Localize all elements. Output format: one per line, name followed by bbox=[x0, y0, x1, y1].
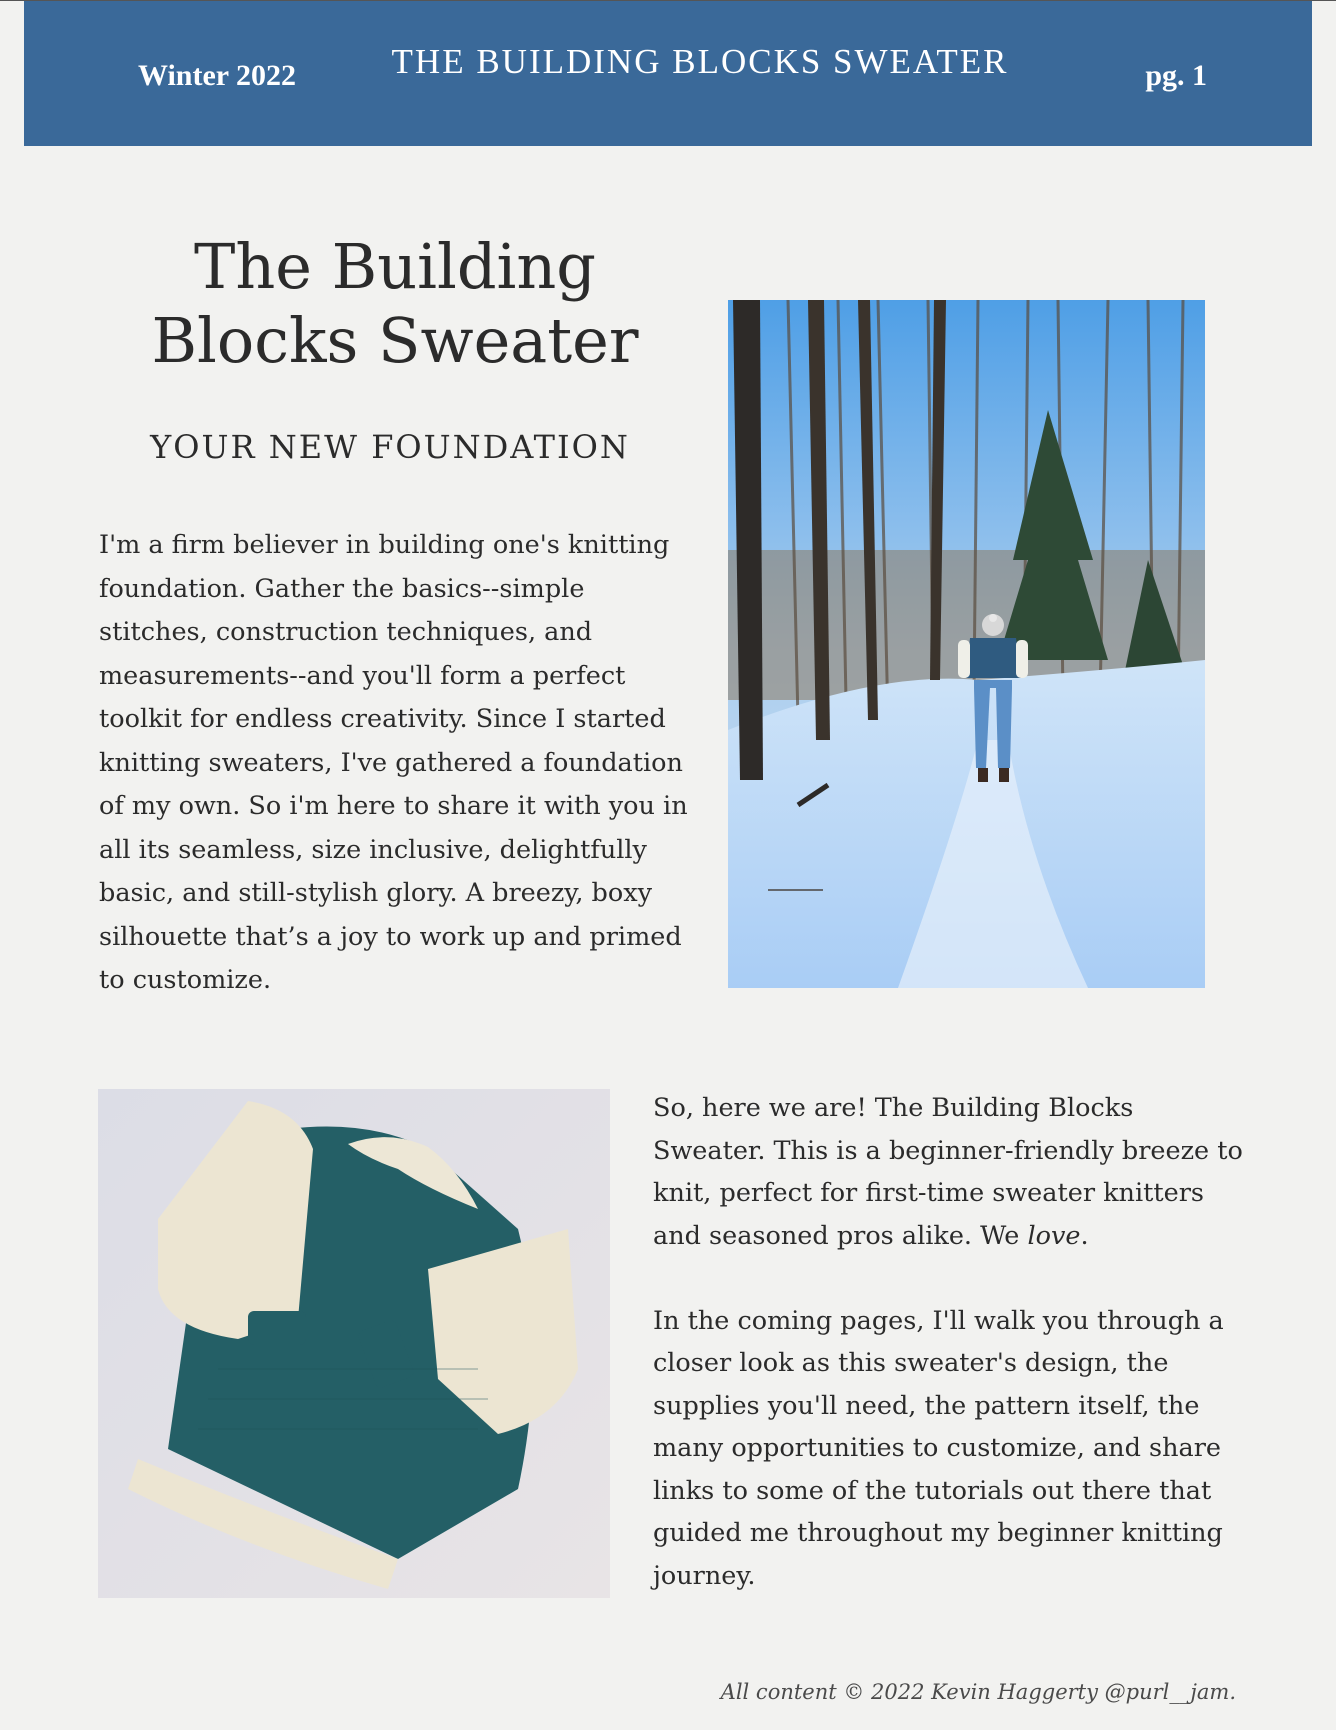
footer-copyright: All content © 2022 Kevin Haggerty @purl__jam. bbox=[720, 1680, 1236, 1704]
body-text bbox=[653, 1087, 1253, 1640]
intro-paragraph: I'm a firm believer in building one's knitting foundation. Gather the basics--simple stitches, construction techniques, and measurements--and you'll form a perfect toolkit for endless creativity. Since I started knitting sweaters, I've gathered a foundation of my own. So i'm here to share it with you in all its seamless, size inclusive, delightfully basic, and still-stylish glory. A breezy, boxy silhouette that’s a joy to work up and primed to customize. bbox=[99, 530, 688, 995]
header-season: Winter 2022 bbox=[138, 59, 297, 92]
winter-walk-photo bbox=[728, 300, 1205, 988]
sweater-flatlay-photo bbox=[98, 1089, 610, 1598]
body-paragraph-2: In the coming pages, I'll walk you through a closer look as this sweater's design, the supplies you'll need, the pattern itself, the many opportunities to customize, and share links to some of the tutorials out there that guided me throughout my beginner knitting journey. bbox=[653, 1305, 1224, 1591]
header-title: THE BUILDING BLOCKS SWEATER bbox=[391, 42, 1009, 81]
body-paragraph-1-end: . bbox=[1080, 1220, 1089, 1251]
page-header bbox=[24, 1, 1312, 146]
article-subtitle: YOUR NEW FOUNDATION bbox=[150, 428, 630, 466]
article-title: The Building Blocks Sweater bbox=[151, 230, 639, 377]
body-paragraph-1 bbox=[653, 1087, 1253, 1257]
header-page-number: pg. 1 bbox=[1145, 59, 1207, 92]
body-paragraph-1-emphasis: love bbox=[1027, 1220, 1081, 1251]
body-paragraph-1-text: So, here we are! The Building Blocks Sweater. This is a beginner-friendly breeze to knit, perfect for first-time sweater knitters and seasoned pros alike. We bbox=[653, 1093, 1243, 1251]
